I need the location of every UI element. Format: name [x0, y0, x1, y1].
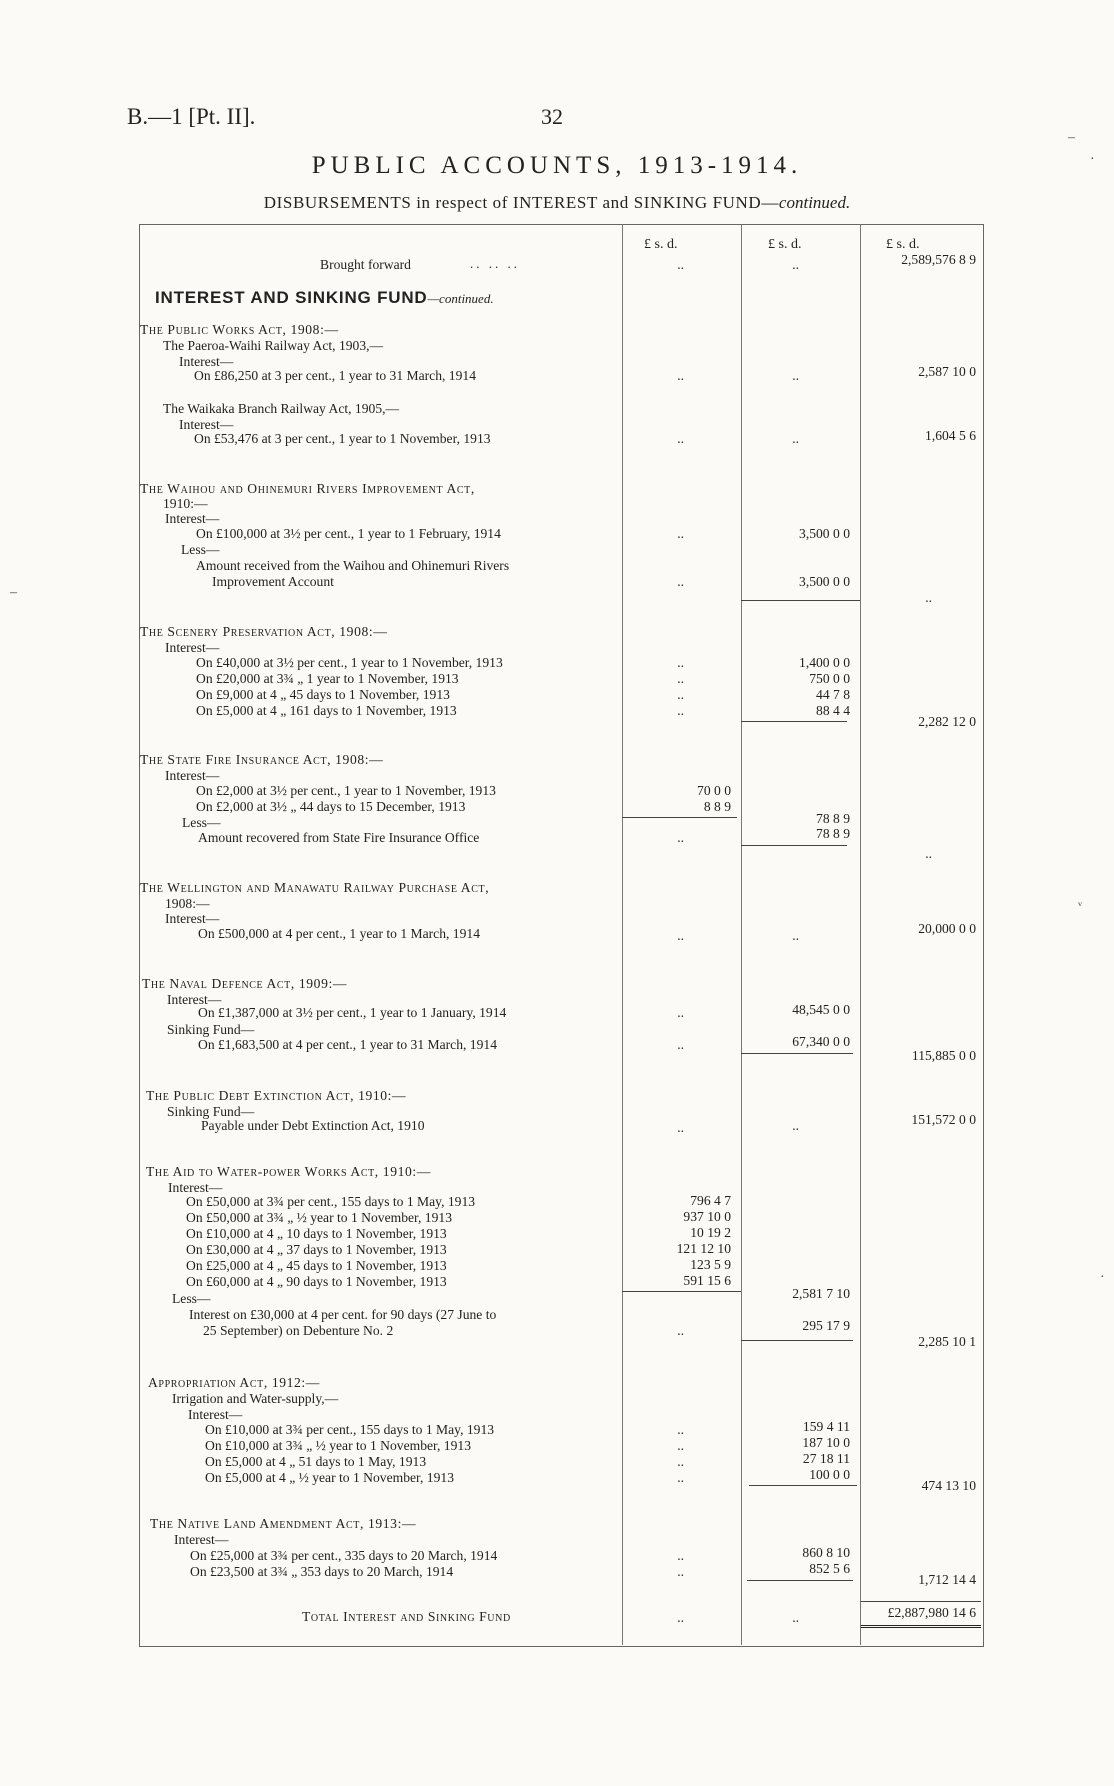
line-item: On £20,000 at 3¾ „ 1 year to 1 November, 1913	[196, 671, 459, 686]
line-label: Sinking Fund—	[167, 1104, 255, 1119]
line-item: On £5,000 at 4 „ ½ year to 1 November, 1913	[205, 1470, 454, 1485]
page-number: 32	[541, 104, 563, 129]
value-c1: 937 10 0	[683, 1209, 731, 1224]
margin-mark: ·	[1090, 152, 1095, 167]
subtotal-rule	[741, 1053, 853, 1054]
total-double-rule	[861, 1625, 981, 1628]
margin-mark: ᵥ	[1078, 894, 1083, 909]
value-c3: 151,572 0 0	[911, 1112, 976, 1127]
act-heading: The Naval Defence Act, 1909:—	[142, 976, 348, 991]
value-c1: 123 5 9	[690, 1257, 731, 1272]
act-heading: The Aid to Water-power Works Act, 1910:—	[146, 1164, 431, 1179]
line-item: On £53,476 at 3 per cent., 1 year to 1 November, 1913	[194, 431, 491, 446]
column-header-3: £ s. d.	[886, 237, 920, 252]
report-reference: B.—1 [Pt. II].	[127, 104, 256, 129]
value-c3: ..	[925, 846, 932, 861]
section-heading-main: INTEREST AND SINKING FUND	[155, 288, 428, 307]
subtotal-rule	[749, 1485, 857, 1486]
value-c2: 78 8 9	[816, 826, 850, 841]
value-c1: ..	[677, 1548, 684, 1563]
page-subtitle	[0, 193, 1114, 213]
value-c2: 3,500 0 0	[799, 574, 850, 589]
line-item: On £50,000 at 3¾ per cent., 155 days to 1 May, 1913	[186, 1194, 476, 1209]
value-c2: 100 0 0	[809, 1467, 850, 1482]
value-c2: 3,500 0 0	[799, 526, 850, 541]
line-item: On £25,000 at 3¾ per cent., 335 days to 20 March, 1914	[190, 1548, 498, 1563]
margin-mark: ·	[1100, 1270, 1105, 1285]
total-c3: £2,887,980 14 6	[887, 1605, 976, 1620]
value-c1: ..	[677, 368, 684, 383]
leader-dots: .. .. ..	[470, 256, 520, 271]
column-rule-1	[622, 224, 623, 1645]
line-item: Amount received from the Waihou and Ohinemuri Rivers	[196, 558, 510, 573]
line-item: On £10,000 at 3¾ „ ½ year to 1 November, 1913	[205, 1438, 471, 1453]
line-item: On £86,250 at 3 per cent., 1 year to 31 March, 1914	[194, 368, 476, 383]
act-heading-cont: 1908:—	[165, 896, 210, 911]
line-item: On £2,000 at 3½ „ 44 days to 15 December, 1913	[196, 799, 466, 814]
line-label: Interest—	[168, 1180, 223, 1195]
line-item: On £1,683,500 at 4 per cent., 1 year to 31 March, 1914	[198, 1037, 497, 1052]
brought-forward-c2: ..	[792, 257, 799, 272]
value-c2: 78 8 9	[816, 811, 850, 826]
value-c1: ..	[677, 431, 684, 446]
value-c1: ..	[677, 1005, 684, 1020]
line-label: Interest—	[165, 911, 220, 926]
subtitle-main: DISBURSEMENTS in respect of INTEREST and SINKING FUND—	[263, 193, 779, 212]
line-item: On £100,000 at 3½ per cent., 1 year to 1 February, 1914	[196, 526, 501, 541]
subtitle-continued: continued.	[778, 193, 851, 212]
line-label: Interest—	[188, 1407, 243, 1422]
brought-forward-c1: ..	[677, 257, 684, 272]
value-c1: 591 15 6	[683, 1273, 731, 1288]
value-c1: ..	[677, 526, 684, 541]
value-c3: 115,885 0 0	[911, 1048, 976, 1063]
column-rule-3	[860, 224, 861, 1645]
column-header-1: £ s. d.	[644, 237, 678, 252]
act-heading: The State Fire Insurance Act, 1908:—	[140, 752, 384, 767]
value-c3: 474 13 10	[921, 1478, 976, 1493]
value-c2: ..	[792, 431, 799, 446]
line-item: On £10,000 at 3¾ per cent., 155 days to 1 May, 1913	[205, 1422, 495, 1437]
act-heading: The Public Debt Extinction Act, 1910:—	[146, 1088, 407, 1103]
value-c1: ..	[677, 1564, 684, 1579]
line-item: On £5,000 at 4 „ 161 days to 1 November, 1913	[196, 703, 457, 718]
total-label: Total Interest and Sinking Fund	[302, 1609, 511, 1624]
column-rule-2	[741, 224, 742, 1645]
value-c2: 852 5 6	[809, 1561, 850, 1576]
subtotal-rule	[741, 1340, 853, 1341]
act-heading: The Wellington and Manawatu Railway Purchase Act,	[140, 880, 490, 895]
value-c1: ..	[677, 928, 684, 943]
act-heading: The Native Land Amendment Act, 1913:—	[150, 1516, 417, 1531]
value-c2: 48,545 0 0	[792, 1002, 850, 1017]
line-item-cont: 25 September) on Debenture No. 2	[203, 1323, 394, 1338]
line-label: Interest—	[167, 992, 222, 1007]
subtotal-rule	[741, 721, 847, 722]
section-heading-continued: —continued.	[427, 291, 494, 306]
line-item: Interest on £30,000 at 4 per cent. for 90 days (27 June to	[189, 1307, 497, 1322]
margin-mark: ‒	[10, 585, 17, 600]
value-c1: ..	[677, 830, 684, 845]
value-c3: 20,000 0 0	[918, 921, 976, 936]
value-c2: ..	[792, 928, 799, 943]
brought-forward-c3: 2,589,576 8 9	[901, 252, 976, 267]
value-c1: ..	[677, 1422, 684, 1437]
act-subheading: The Paeroa-Waihi Railway Act, 1903,—	[163, 338, 384, 353]
line-label: Less—	[181, 542, 220, 557]
value-c1: ..	[677, 671, 684, 686]
line-item: On £10,000 at 4 „ 10 days to 1 November, 1913	[186, 1226, 447, 1241]
value-c2: 159 4 11	[802, 1419, 850, 1434]
line-item: On £60,000 at 4 „ 90 days to 1 November, 1913	[186, 1274, 447, 1289]
line-label: Interest—	[165, 640, 220, 655]
margin-mark: ‒	[1068, 130, 1075, 145]
subtotal-rule	[741, 600, 860, 601]
value-c2: 27 18 11	[802, 1451, 850, 1466]
value-c3: 2,282 12 0	[918, 714, 976, 729]
value-c1: 121 12 10	[676, 1241, 731, 1256]
page-title: PUBLIC ACCOUNTS, 1913-1914.	[311, 152, 803, 179]
act-heading-cont: 1910:—	[163, 496, 208, 511]
line-item: On £23,500 at 3¾ „ 353 days to 20 March, 1914	[190, 1564, 454, 1579]
value-c1: 796 4 7	[690, 1193, 731, 1208]
value-c3: 1,712 14 4	[918, 1572, 976, 1587]
subtotal-rule	[747, 1580, 853, 1581]
line-item: On £50,000 at 3¾ „ ½ year to 1 November, 1913	[186, 1210, 452, 1225]
line-item: On £500,000 at 4 per cent., 1 year to 1 March, 1914	[198, 926, 480, 941]
value-c3: 2,285 10 1	[918, 1334, 976, 1349]
value-c1: ..	[677, 574, 684, 589]
value-c1: 10 19 2	[690, 1225, 731, 1240]
line-item: On £5,000 at 4 „ 51 days to 1 May, 1913	[205, 1454, 427, 1469]
value-c2: 88 4 4	[816, 703, 850, 718]
value-c1: ..	[677, 687, 684, 702]
value-c2: ..	[792, 368, 799, 383]
value-c1: 70 0 0	[697, 783, 731, 798]
value-c2: 187 10 0	[802, 1435, 850, 1450]
line-label: Interest—	[174, 1532, 229, 1547]
act-heading: The Public Works Act, 1908:—	[140, 322, 339, 337]
value-c1: ..	[677, 1323, 684, 1338]
subtotal-rule	[622, 1291, 741, 1292]
line-item: On £9,000 at 4 „ 45 days to 1 November, 1913	[196, 687, 450, 702]
value-c2: 750 0 0	[809, 671, 850, 686]
line-label: Interest—	[165, 511, 220, 526]
line-label: Interest—	[179, 417, 234, 432]
value-c2: 67,340 0 0	[792, 1034, 850, 1049]
line-label: Less—	[172, 1291, 211, 1306]
total-top-rule	[861, 1601, 981, 1602]
column-header-2: £ s. d.	[768, 237, 802, 252]
value-c2: 860 8 10	[802, 1545, 850, 1560]
act-subheading: Irrigation and Water-supply,—	[172, 1391, 339, 1406]
line-item: On £25,000 at 4 „ 45 days to 1 November, 1913	[186, 1258, 447, 1273]
line-label: Interest—	[179, 354, 234, 369]
subtotal-rule	[741, 845, 847, 846]
total-c2: ..	[792, 1610, 799, 1625]
subtotal-rule	[622, 817, 737, 818]
value-c2: 295 17 9	[802, 1318, 850, 1333]
value-c1: ..	[677, 703, 684, 718]
line-item: Amount recovered from State Fire Insurance Office	[198, 830, 480, 845]
value-c3: ..	[925, 590, 932, 605]
value-c2: ..	[792, 1118, 799, 1133]
line-label: Interest—	[165, 768, 220, 783]
value-c2: 44 7 8	[816, 687, 850, 702]
line-item: On £30,000 at 4 „ 37 days to 1 November, 1913	[186, 1242, 447, 1257]
line-item: On £40,000 at 3½ per cent., 1 year to 1 November, 1913	[196, 655, 503, 670]
line-item: On £2,000 at 3½ per cent., 1 year to 1 November, 1913	[196, 783, 496, 798]
act-heading: The Waihou and Ohinemuri Rivers Improvement Act,	[140, 481, 475, 496]
value-c1: ..	[677, 1120, 684, 1135]
brought-forward-label: Brought forward	[320, 257, 411, 272]
line-item: On £1,387,000 at 3½ per cent., 1 year to 1 January, 1914	[198, 1005, 507, 1020]
value-c3: 2,587 10 0	[918, 364, 976, 379]
value-c1: ..	[677, 1454, 684, 1469]
act-heading: Appropriation Act, 1912:—	[148, 1375, 320, 1390]
line-label: Less—	[182, 815, 221, 830]
act-subheading: The Waikaka Branch Railway Act, 1905,—	[163, 401, 400, 416]
value-c3: 1,604 5 6	[925, 428, 976, 443]
value-c1: ..	[677, 1470, 684, 1485]
section-heading	[155, 290, 494, 307]
act-heading: The Scenery Preservation Act, 1908:—	[140, 624, 388, 639]
line-item-cont: Improvement Account	[212, 574, 334, 589]
value-c1: ..	[677, 655, 684, 670]
value-c1: ..	[677, 1037, 684, 1052]
line-item: Payable under Debt Extinction Act, 1910	[201, 1118, 425, 1133]
total-c1: ..	[677, 1610, 684, 1625]
value-c1: ..	[677, 1438, 684, 1453]
line-label: Sinking Fund—	[167, 1022, 255, 1037]
value-c2: 1,400 0 0	[799, 655, 850, 670]
value-c1: 8 8 9	[703, 799, 731, 814]
value-c2: 2,581 7 10	[792, 1286, 850, 1301]
